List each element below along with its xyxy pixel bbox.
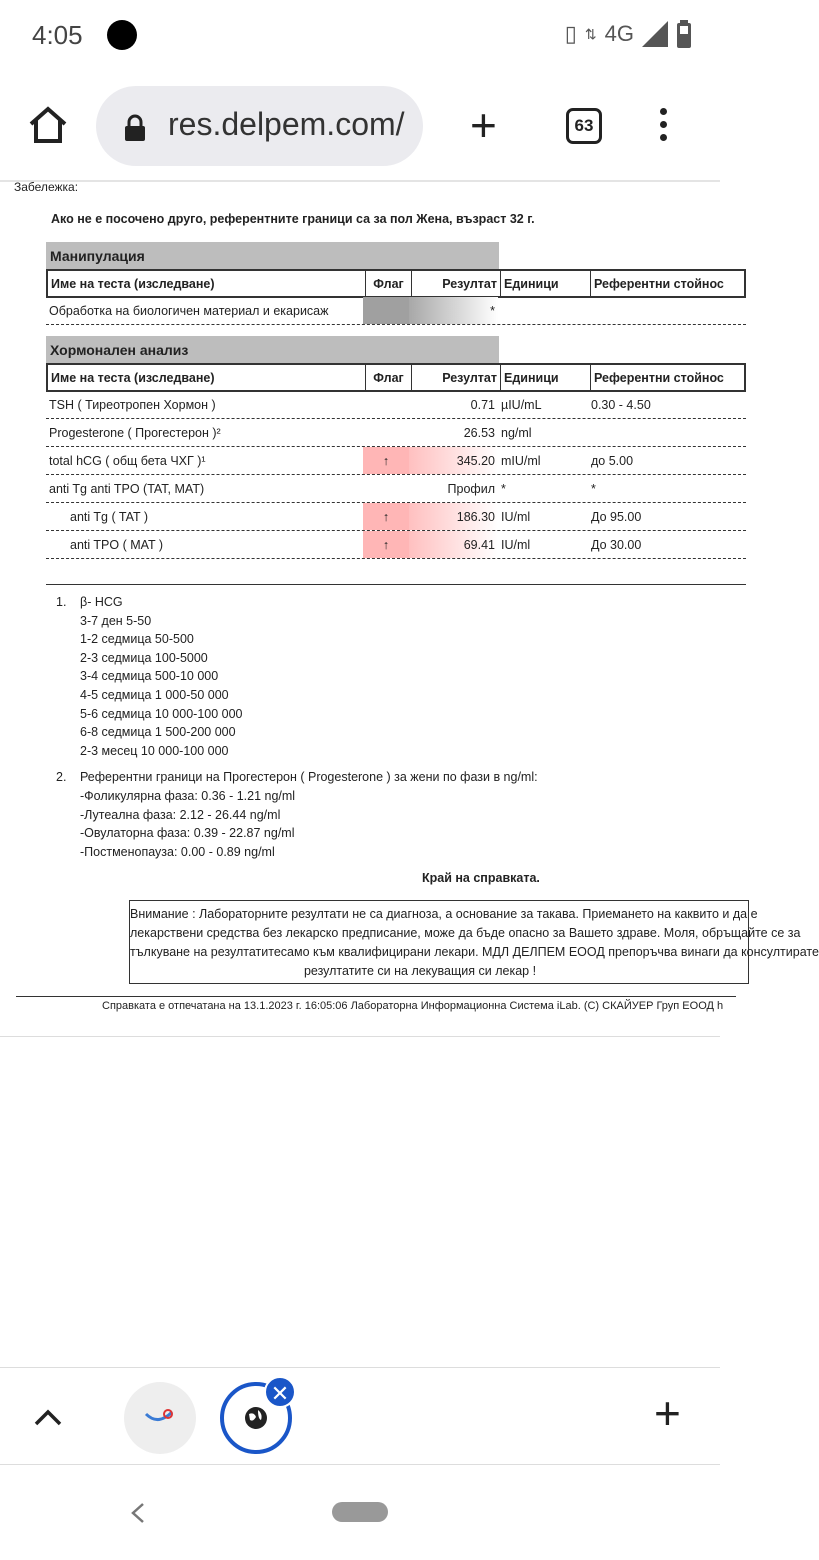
result: 69.41 (409, 531, 498, 558)
reference-range: * (591, 482, 596, 496)
test-name: TSH ( Тиреотропен Хормон ) (49, 398, 216, 412)
result: 0.71 (470, 398, 495, 412)
add-tab-icon[interactable]: + (654, 1387, 681, 1439)
footnote-line: -Постменопауза: 0.00 - 0.89 ng/ml (80, 844, 275, 859)
footnote-line: 4-5 седмица 1 000-50 000 (80, 687, 229, 702)
flag (363, 419, 409, 446)
result: 345.20 (409, 447, 498, 474)
units: IU/ml (501, 538, 531, 552)
table-header (46, 269, 746, 298)
footnote-line: 2-3 седмица 100-5000 (80, 650, 208, 665)
address-bar[interactable] (96, 86, 423, 166)
col-ref: Референтни стойнос (590, 365, 790, 390)
table-row (46, 531, 746, 559)
vibrate-icon: ▯ (564, 21, 577, 46)
warning-line: Внимание : Лабораторните резултати не са диагноза, а основание за такава. Приемането на каквито и да е (130, 907, 758, 921)
result: Профил (447, 482, 495, 496)
reference-note: Ако не е посочено друго, референтните граници са за пол Жена, възраст 32 г. (51, 212, 535, 226)
globe-icon (244, 1406, 268, 1430)
table-row (46, 475, 746, 503)
test-name: anti Tg anti TPO (TAT, MAT) (49, 482, 205, 496)
units: IU/ml (501, 510, 531, 524)
col-units: Единици (500, 365, 590, 390)
footnote-line: -Фоликулярна фаза: 0.36 - 1.21 ng/ml (80, 788, 296, 803)
signal-icon (642, 21, 668, 47)
reference-range: До 30.00 (591, 538, 642, 552)
chevron-up-icon[interactable] (34, 1408, 62, 1426)
flag: ↑ (363, 447, 409, 474)
test-name: total hCG ( общ бета ЧХГ )¹ (49, 454, 206, 468)
more-menu-icon[interactable] (660, 108, 668, 147)
col-flag: Флаг (365, 271, 411, 296)
system-nav-bar (0, 1466, 720, 1560)
table-header (46, 363, 746, 392)
units: µIU/mL (501, 398, 542, 412)
table-row (46, 503, 746, 531)
section-title: Манипулация (46, 242, 499, 269)
result: * (409, 297, 498, 324)
url-text: res.delpem.com/ (168, 106, 405, 142)
lock-icon (124, 114, 146, 142)
footnote-line: β- HCG (80, 595, 123, 609)
test-name: Обработка на биологичен материал и екарисаж (49, 304, 329, 318)
col-result: Резултат (411, 365, 500, 390)
test-name: anti Tg ( TAT ) (70, 510, 149, 524)
reference-range: До 95.00 (591, 510, 642, 524)
new-tab-icon[interactable]: + (470, 99, 497, 151)
test-name: anti TPO ( MAT ) (70, 538, 164, 552)
data-arrows-icon: ⇅ (584, 25, 597, 42)
tab-delpem-favicon[interactable] (124, 1382, 196, 1454)
units: * (501, 482, 506, 496)
footnote (56, 768, 746, 861)
col-ref: Референтни стойнос (590, 271, 790, 296)
result: 26.53 (463, 426, 495, 440)
footnote-number: 2. (56, 770, 67, 785)
col-name: Име на теста (изследване) (51, 277, 215, 291)
footnotes (46, 584, 746, 861)
favicon-icon (144, 1406, 176, 1430)
col-flag: Флаг (365, 365, 411, 390)
table-row (46, 419, 746, 447)
report-page (0, 180, 819, 1037)
footnote-number: 1. (56, 595, 67, 609)
footnote-line: 5-6 седмица 10 000-100 000 (80, 706, 243, 721)
flag (363, 391, 409, 418)
units: ng/ml (501, 426, 532, 440)
close-tab-icon[interactable]: ✕ (264, 1376, 296, 1408)
footnote-line: -Овулаторна фаза: 0.39 - 22.87 ng/ml (80, 826, 295, 841)
table-row (46, 297, 746, 325)
battery-icon (676, 20, 692, 48)
clock: 4:05 (32, 20, 83, 50)
footnote (56, 593, 746, 760)
tab-switcher-button[interactable]: 63 (566, 108, 602, 144)
col-units: Единици (500, 271, 590, 296)
result: 186.30 (409, 503, 498, 530)
test-name: Progesterone ( Прогестерон )² (49, 426, 221, 440)
footnote-line: 1-2 седмица 50-500 (80, 632, 194, 647)
footnote-line: 3-7 ден 5-50 (80, 613, 152, 628)
printed-footer: Справката е отпечатана на 13.1.2023 г. 16:05:06 Лабораторна Информационна Система iLab. (C) СКАЙУЕР Груп ЕООД h (16, 996, 736, 1012)
reference-range: до 5.00 (591, 454, 634, 468)
home-pill[interactable] (332, 1502, 388, 1522)
footnote-line: 2-3 месец 10 000-100 000 (80, 743, 229, 758)
home-icon[interactable] (28, 106, 68, 144)
status-bar (0, 0, 720, 72)
table-row (46, 447, 746, 475)
units: mIU/ml (501, 454, 541, 468)
warning-line: резултатите си на лекуващия си лекар ! (303, 964, 537, 978)
back-icon[interactable] (130, 1502, 146, 1524)
footnote-line: 3-4 седмица 500-10 000 (80, 669, 219, 684)
section-title: Хормонален анализ (46, 336, 499, 363)
note-label: Забележка: (14, 180, 79, 194)
footnote-line: -Лутеална фаза: 2.12 - 26.44 ng/ml (80, 807, 281, 822)
network-type: 4G (604, 21, 634, 46)
notification-dot-icon (107, 20, 137, 50)
footnote-line: Референтни граници на Прогестерон ( Progesterone ) за жени по фази в ng/ml: (80, 770, 538, 785)
flag: ↑ (363, 531, 409, 558)
footnote-line: 6-8 седмица 1 500-200 000 (80, 725, 236, 740)
warning-line: тълкуване на резултатитесамо към квалифицирани лекари. МДЛ ДЕЛПЕМ ЕООД препоръчва винаги да консултирате (130, 945, 819, 959)
flag (363, 297, 409, 324)
warning-box (129, 900, 819, 984)
table-row (46, 391, 746, 419)
warning-line: лекарствени средства без лекарско предписание, може да бъде опасно за Вашето здраве. Моля, обръщайте се за (130, 926, 801, 940)
col-result: Резултат (411, 271, 500, 296)
reference-range: 0.30 - 4.50 (591, 398, 651, 412)
end-text: Край на справката. (422, 871, 540, 885)
flag: ↑ (363, 503, 409, 530)
browser-toolbar (0, 72, 720, 182)
flag (363, 475, 409, 502)
tab-strip (0, 1367, 720, 1465)
reference-range (588, 419, 788, 446)
col-name: Име на теста (изследване) (51, 371, 215, 385)
